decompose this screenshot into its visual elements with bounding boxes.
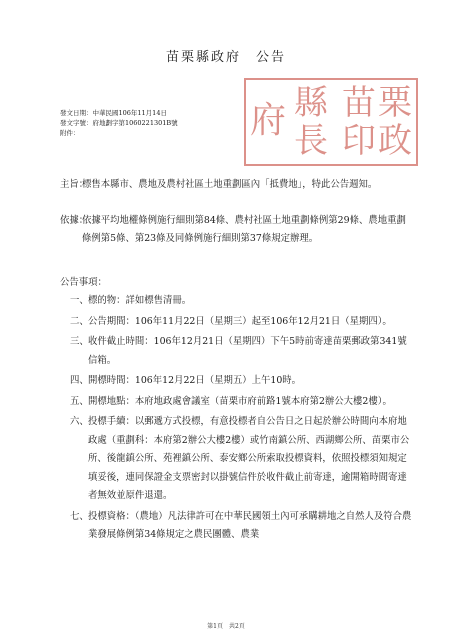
notice-item <box>70 292 415 311</box>
item-number: 四、 <box>70 375 89 386</box>
notice-heading: 公告事項： <box>60 277 107 288</box>
subject-section <box>60 176 415 194</box>
seal-character: 栗 <box>378 83 412 123</box>
document-number: 發文字號：府地劃字第1060221301B號 <box>60 119 178 127</box>
notice-item <box>70 372 415 391</box>
basis-text: 依據平均地權條例施行細則第84條、農村社區土地重劃條例第29條、農地重劃條例第5條、第23條及同條例施行細則第37條規定辦理。 <box>82 215 406 244</box>
seal-character: 印 <box>342 121 376 161</box>
item-text: 公告期間：106年11月22日（星期三）起至106年12月21日（星期四）。 <box>88 315 392 327</box>
item-number: 一、 <box>70 295 89 306</box>
basis-section <box>60 212 415 248</box>
item-text: 標的物：詳如標售清冊。 <box>88 295 192 306</box>
notice-item <box>70 313 415 332</box>
item-number: 六、 <box>70 416 89 427</box>
item-text: 開標地點：本府地政處會議室（苗栗市府前路1號本府第2辦公大樓2樓）。 <box>88 395 392 407</box>
seal-character: 苗 <box>342 83 376 123</box>
item-number: 七、 <box>70 510 89 522</box>
issue-date: 發文日期：中華民國106年11月14日 <box>60 109 167 117</box>
item-text: 開標時間：106年12月22日（星期五）上午10時。 <box>88 375 302 386</box>
seal-character: 長 <box>294 121 328 161</box>
document-title: 苗栗縣政府 公告 <box>165 50 286 65</box>
notice-item <box>70 413 415 506</box>
notice-items <box>70 292 415 547</box>
official-seal <box>244 78 418 166</box>
document-meta <box>60 108 178 138</box>
notice-item <box>70 333 415 370</box>
notice-item <box>70 393 415 412</box>
subject-label: 主旨： <box>60 179 89 190</box>
basis-label: 依據： <box>60 215 89 226</box>
seal-character: 政 <box>378 121 412 161</box>
subject-text: 標售本縣市、農地及農村社區土地重劃區內「抵費地」，特此公告週知。 <box>82 179 378 190</box>
item-number: 二、 <box>70 315 89 327</box>
notice-item <box>70 508 415 545</box>
attachments: 附件： <box>60 129 80 137</box>
seal-character: 府 <box>250 100 287 141</box>
item-text: 投標資格：（農地）凡法律許可在中華民國領土內可承購耕地之自然人及符合農業發展條例第34條規定之農民團體、農業 <box>88 510 412 540</box>
page-footer: 第1頁 共2頁 <box>207 623 245 630</box>
item-number: 三、 <box>70 336 89 347</box>
seal-body <box>246 80 416 164</box>
seal-character: 縣 <box>294 83 328 123</box>
item-number: 五、 <box>70 395 89 407</box>
item-text: 收件截止時間：106年12月21日（星期四）下午5時前寄達苗栗郵政第341號信箱。 <box>88 336 407 366</box>
item-text: 投標手續：以郵遞方式投標，有意投標者自公告日之日起於辦公時間向本府地政處（重劃科：本府第2辦公大樓2樓）或竹南鎮公所、西湖鄉公所、苗栗市公所、後龍鎮公所、苑裡鎮公所、泰安鄉公所索取投標資料，依照投標須知規定填妥後，連同保證金支票密封以掛號信件於收件截止前寄達，逾開箱時間寄達者無效並原件退還。 <box>88 416 410 501</box>
